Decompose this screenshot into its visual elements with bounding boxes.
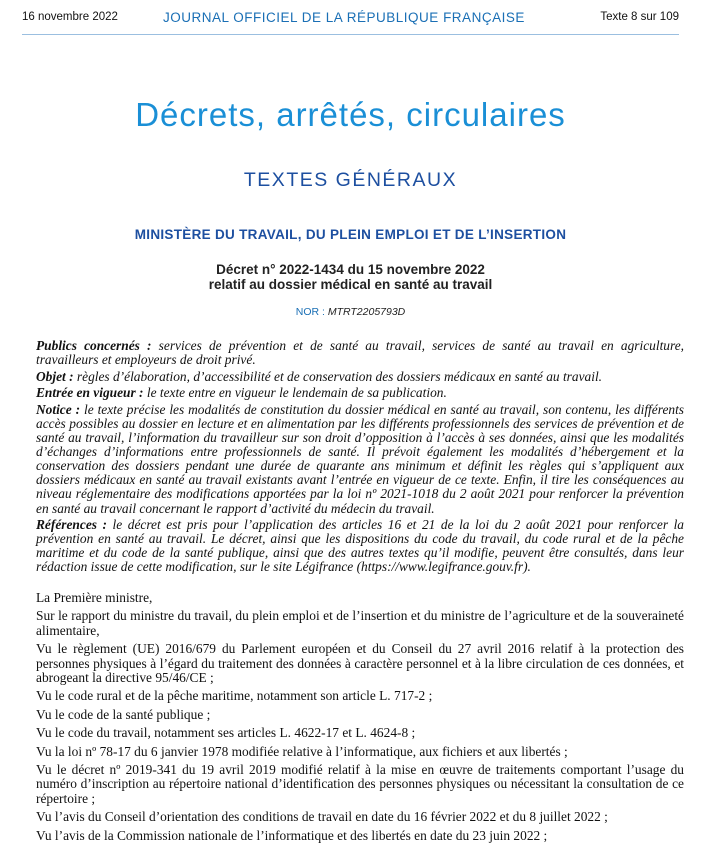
section-subtitle: TEXTES GÉNÉRAUX	[243, 169, 458, 191]
header-journal-name: JOURNAL OFFICIEL DE LA RÉPUBLIQUE FRANÇAISE	[163, 10, 525, 25]
abstract-label: Notice :	[36, 401, 81, 417]
abstract-paragraph	[36, 386, 684, 400]
nor-reference	[0, 306, 701, 318]
abstract-label: Références :	[36, 517, 107, 533]
body-paragraph: Vu le code rural et de la pêche maritime, notamment son article L. 717-2 ;	[36, 688, 433, 704]
decree-body	[36, 591, 684, 847]
abstract-text: services de prévention et de santé au travail, services de santé au travail en agriculture, travailleurs et employeurs de droit privé.	[36, 338, 684, 368]
body-paragraph: Vu la loi nº 78-17 du 6 janvier 1978 modifiée relative à l’informatique, aux fichiers et aux libertés ;	[36, 743, 568, 759]
decree-title-line2: relatif au dossier médical en santé au travail	[208, 277, 493, 292]
header-date: 16 novembre 2022	[22, 11, 118, 23]
page-header	[22, 10, 679, 28]
body-paragraph: Vu le règlement (UE) 2016/679 du Parlement européen et du Conseil du 27 avril 2016 relatif à la protection des personnes physiques à l’égard du traitement des données à caractère personnel et à la libre circulation de ces données, et abrogeant la directive 95/46/CE ;	[36, 641, 684, 686]
abstract-paragraph	[36, 339, 684, 367]
header-divider	[22, 34, 679, 35]
ministry-title: MINISTÈRE DU TRAVAIL, DU PLEIN EMPLOI ET DE L’INSERTION	[134, 227, 567, 242]
body-paragraph: Vu l’avis du Conseil d’orientation des conditions de travail en date du 16 février 2022 et du 8 juillet 2022 ;	[36, 809, 608, 825]
header-text-number: Texte 8 sur 109	[600, 11, 679, 23]
abstract-text: le texte précise les modalités de constitution du dossier médical en santé au travail, son contenu, les différents accès possibles au dossier en lecture et en alimentation par les différents professionnels des services de prévention et de santé au travail, l’information du travailleur sur son droit d’opposition à l’accès à ses données, ainsi que les modalités d’échanges d’informations entre professionnels de santé. Il prévoit également les modalités d’hébergement et la conservation des dossiers pendant une durée de quarante ans minimum et définit les règles qui s’appliquent aux dossiers médicaux en santé au travail existants avant l’entrée en vigueur de ce texte. Enfin, il tire les conséquences au niveau réglementaire des modifications apportées par la loi nº 2021-1018 du 2 août 2021 pour renforcer la prévention en santé au travail concernant le rapport d’activité du médecin du travail.	[36, 401, 685, 516]
body-paragraph: Vu le code du travail, notamment ses articles L. 4622-17 et L. 4624-8 ;	[36, 725, 416, 741]
body-paragraph: Vu le code de la santé publique ;	[36, 706, 211, 722]
body-paragraph: La Première ministre,	[36, 590, 153, 605]
nor-value: MTRT2205793D	[327, 306, 406, 318]
decree-title-line1: Décret n° 2022-1434 du 15 novembre 2022	[216, 262, 485, 277]
decree-title	[0, 262, 701, 292]
abstract-label: Objet :	[36, 368, 74, 384]
section-title: Décrets, arrêtés, circulaires	[135, 96, 566, 133]
body-paragraph: Vu le décret nº 2019-341 du 19 avril 2019 modifié relatif à la mise en œuvre de traitements comportant l’usage du numéro d’inscription au répertoire national d’identification des personnes physiques ou nécessitant la consultation de ce répertoire ;	[36, 762, 684, 806]
abstract-label: Entrée en vigueur :	[36, 385, 144, 401]
abstract-label: Publics concernés :	[36, 338, 152, 353]
abstract-text: le texte entre en vigueur le lendemain de sa publication.	[143, 385, 447, 401]
nor-label: NOR :	[295, 306, 325, 318]
abstract-paragraph	[36, 518, 684, 574]
body-paragraph: Sur le rapport du ministre du travail, du plein emploi et de l’insertion et du ministre de l’agriculture et de la souveraineté alimentaire,	[36, 608, 684, 638]
abstract-text: règles d’élaboration, d’accessibilité et de conservation des dossiers médicaux en santé au travail.	[73, 368, 603, 384]
abstract-paragraph	[36, 370, 684, 384]
abstract-text: le décret est pris pour l’application des articles 16 et 21 de la loi du 2 août 2021 pour renforcer la prévention en santé au travail. Le décret, ainsi que les dispositions du code du travail, du code rural et de la pêche maritime et du code de la santé publique, ainsi que des autres textes qu’il modifie, peuvent être consultés, dans leur rédaction issue de cette modification, sur le site Légifrance (https://www.legifrance.gouv.fr).	[36, 517, 684, 575]
body-paragraph: Vu l’avis de la Commission nationale de l’informatique et des libertés en date du 23 juin 2022 ;	[36, 827, 548, 843]
abstract-paragraph	[36, 403, 684, 516]
decree-abstract	[36, 339, 684, 577]
